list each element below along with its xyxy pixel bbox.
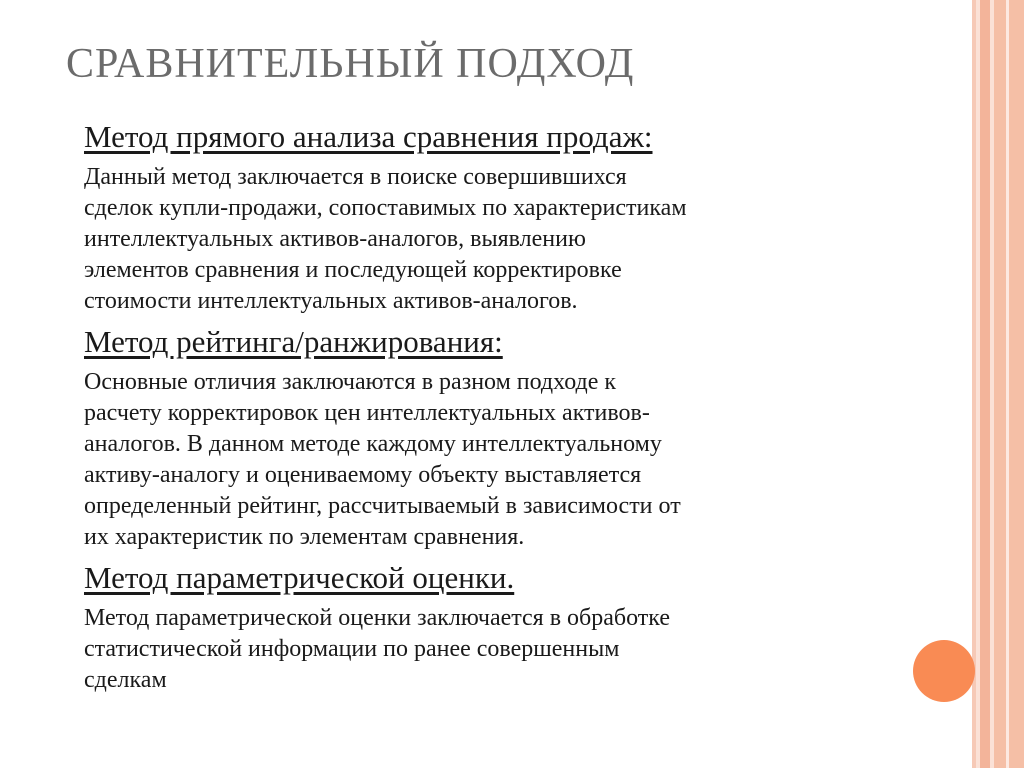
section-direct-sales-comparison (84, 118, 924, 317)
decorative-stripe (980, 0, 990, 768)
section-body: Основные отличия заключаются в разном подходе к расчету корректировок цен интеллектуальных активов- аналогов. В данном методе каждому интеллектуальному активу-аналогу и оцениваемому объекту выставляется определенный рейтинг, рассчитываемый в зависимости от их характеристик по элементам сравнения. (84, 369, 681, 550)
section-body: Данный метод заключается в поиске совершившихся сделок купли-продажи, сопоставимых по характеристикам интеллектуальных активов-аналогов, выявлению элементов сравнения и последующей корректировке стоимости интеллектуальных активов-аналогов. (84, 164, 687, 314)
decorative-stripe (994, 0, 1024, 768)
section-heading: Метод прямого анализа сравнения продаж: (84, 119, 653, 154)
section-rating-ranking (84, 323, 924, 553)
section-heading: Метод параметрической оценки. (84, 560, 515, 595)
section-parametric-estimation (84, 559, 924, 696)
slide-title: СРАВНИТЕЛЬНЫЙ ПОДХОД (66, 41, 635, 87)
section-body: Метод параметрической оценки заключается в обработке статистической информации по ранее совершенным сделкам (84, 605, 671, 693)
decorative-stripe (1006, 0, 1009, 768)
slide-content (84, 118, 924, 702)
section-heading: Метод рейтинга/ранжирования: (84, 324, 503, 359)
